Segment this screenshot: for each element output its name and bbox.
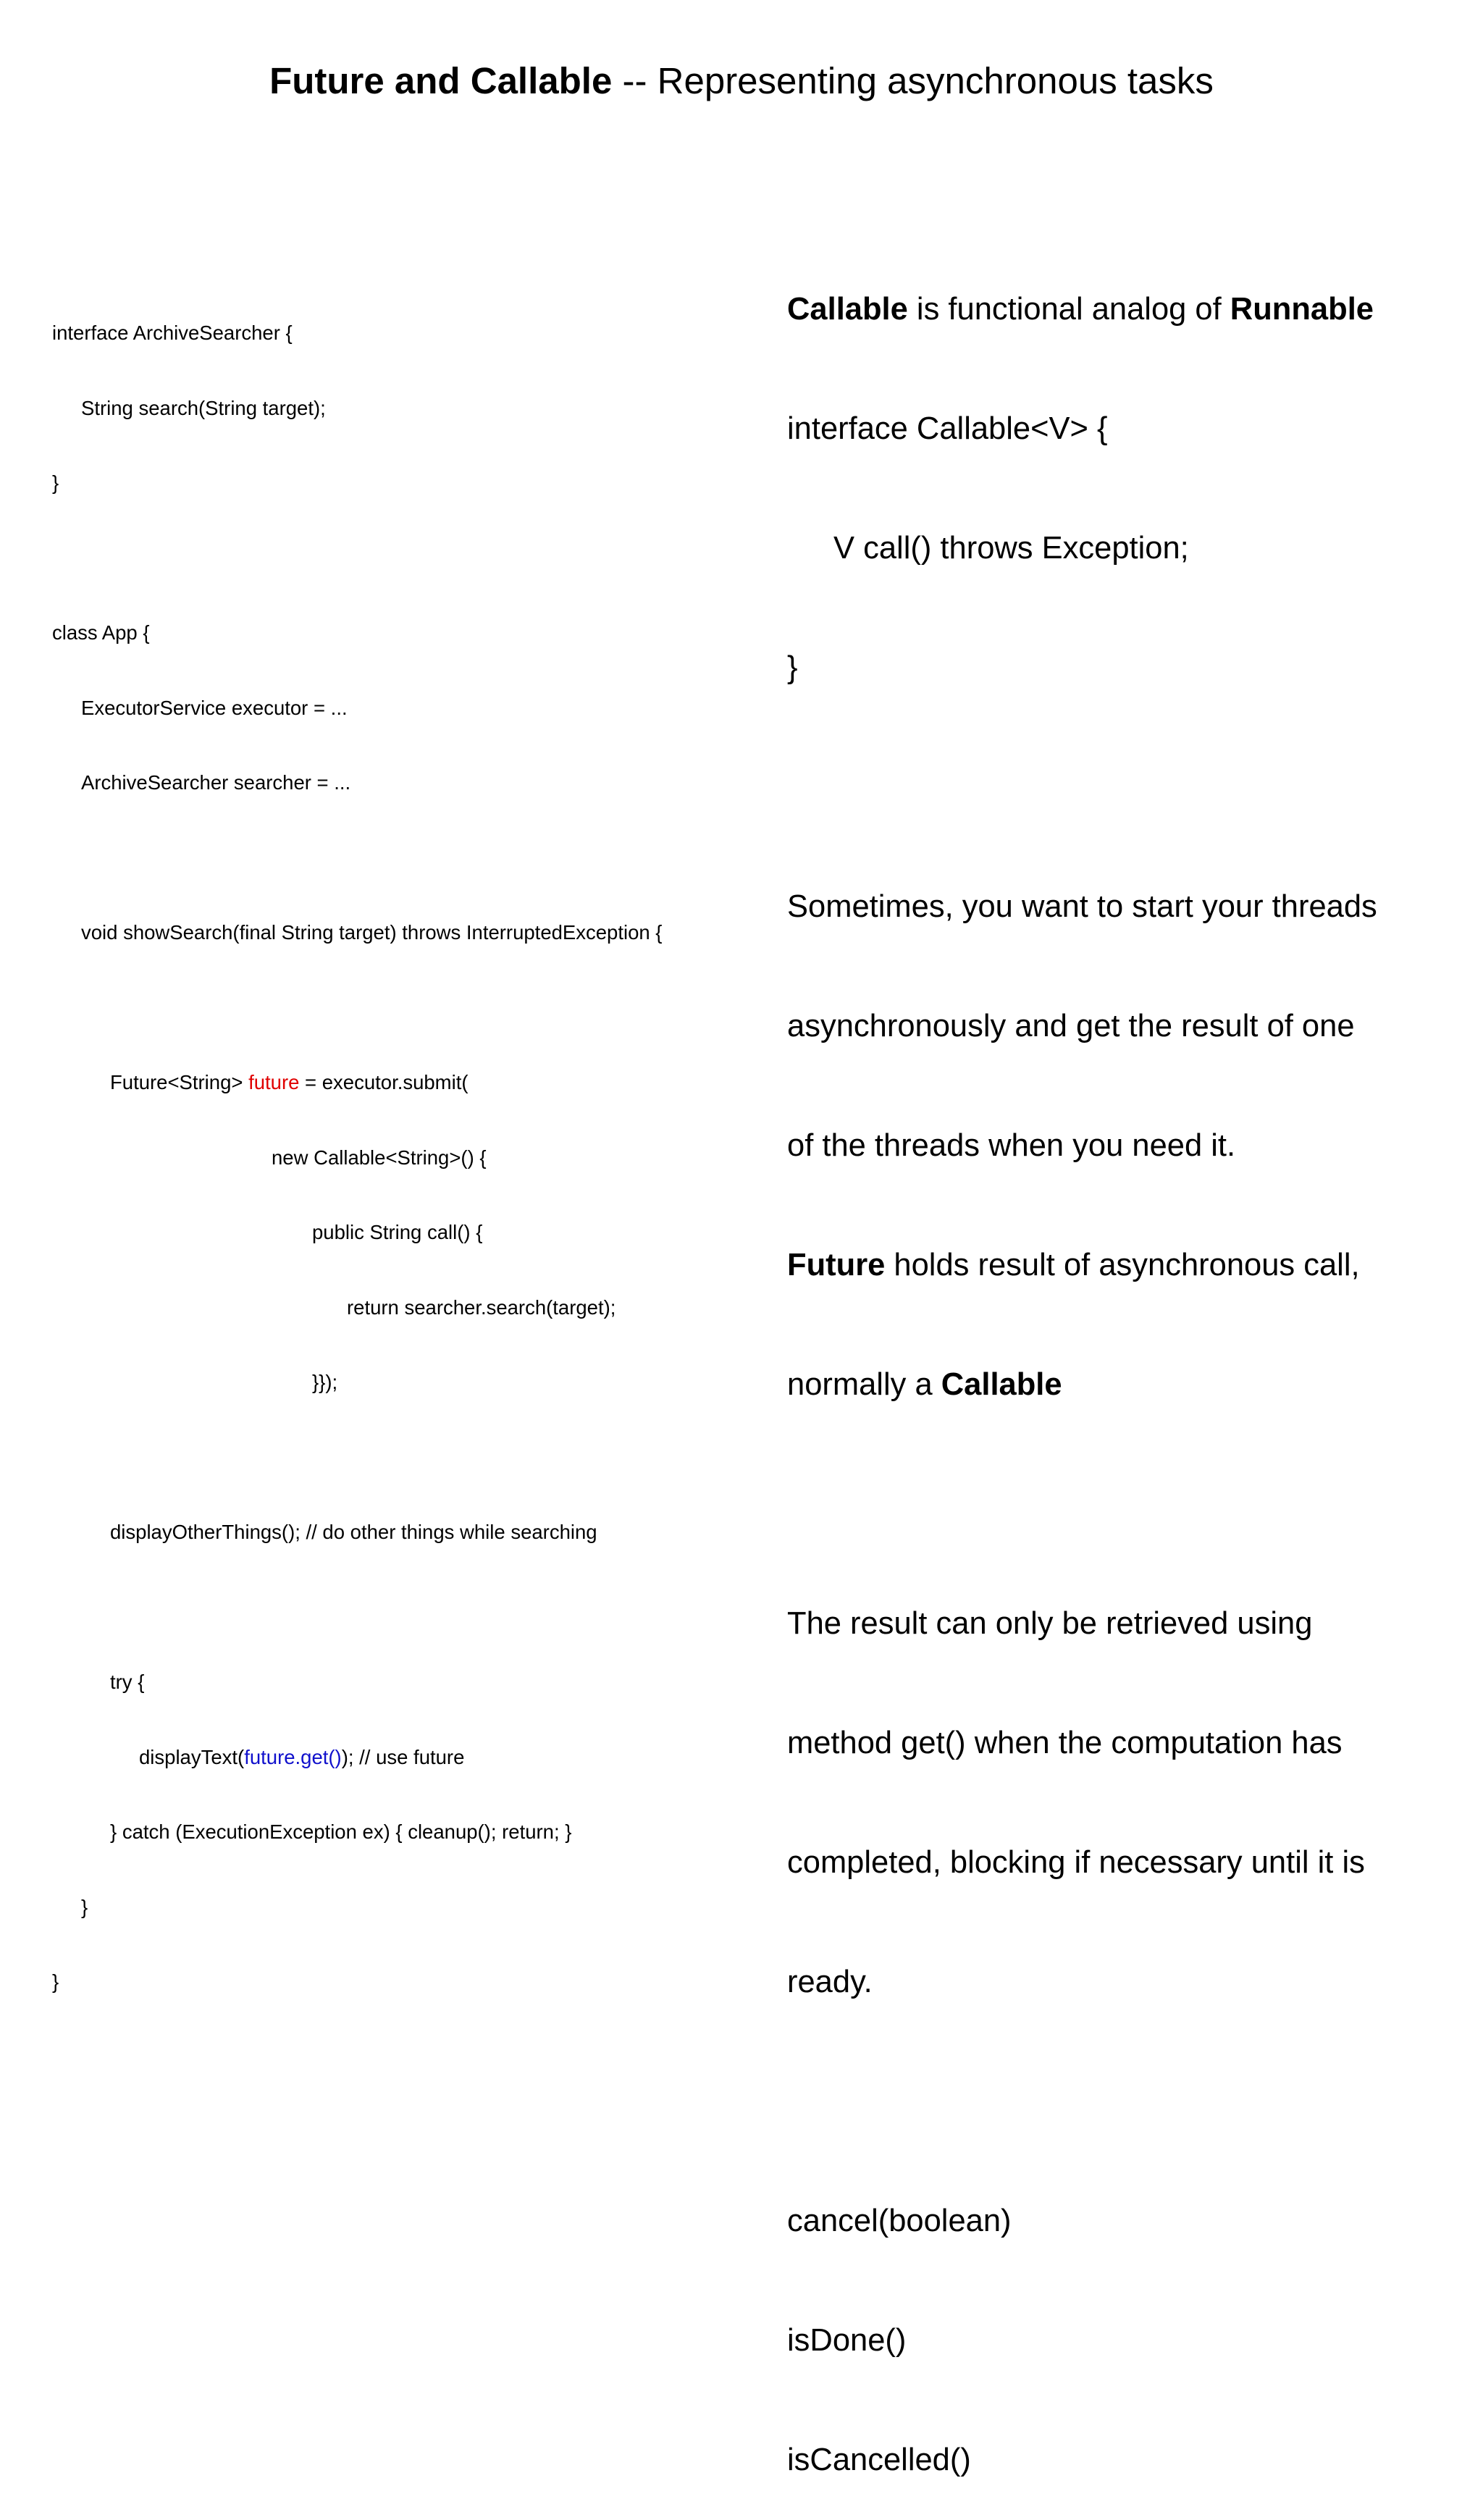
- method-line: [787, 2201, 1377, 2241]
- method-cancel: cancel(boolean): [787, 2204, 1012, 2238]
- slide-title: [0, 56, 1483, 106]
- code-line: [52, 1670, 663, 1695]
- code-line: [52, 321, 663, 346]
- slide-title-bold: Future and Callable: [269, 60, 613, 101]
- text: The result can only be retrieved using: [787, 1606, 1313, 1641]
- text-line-blank: [787, 1484, 1377, 1524]
- code-line: [52, 1070, 663, 1096]
- text: normally a: [787, 1367, 941, 1402]
- code-text: interface ArchiveSearcher {: [52, 322, 293, 344]
- text: is functional analog of: [907, 292, 1230, 327]
- code-text: }: [52, 471, 59, 494]
- text-bold: Future: [787, 1248, 886, 1282]
- code-text: ExecutorService executor = ...: [81, 696, 348, 719]
- text: V call() throws Exception;: [833, 531, 1189, 566]
- code-line: [52, 471, 663, 496]
- code-text: displayOtherThings(); // do other things while searching: [110, 1521, 597, 1543]
- text-line: [787, 1365, 1377, 1405]
- text-line: [787, 1604, 1377, 1644]
- text: asynchronously and get the result of one: [787, 1009, 1355, 1043]
- text-line: [787, 887, 1377, 927]
- explanation-block: [787, 210, 1377, 2520]
- code-text: public String call() {: [312, 1221, 483, 1243]
- code-line: [52, 770, 663, 796]
- text-line: [787, 529, 1377, 568]
- code-highlight-future-get: future.get(): [244, 1745, 342, 1768]
- text-bold: Callable: [787, 292, 908, 327]
- code-text: }: [52, 1970, 59, 1993]
- code-text: }});: [312, 1371, 338, 1393]
- text-line: [787, 1843, 1377, 1883]
- code-highlight-future: future: [248, 1071, 300, 1093]
- text-line-blank: [787, 2082, 1377, 2122]
- code-line-blank: [52, 546, 663, 571]
- code-line: [52, 1970, 663, 1995]
- code-text: void showSearch(final String target) throws InterruptedException {: [81, 921, 663, 944]
- code-text: new Callable<String>() {: [272, 1146, 487, 1169]
- code-text: }: [81, 1895, 88, 1918]
- code-text: = executor.submit(: [299, 1071, 469, 1093]
- code-line: [52, 1370, 663, 1395]
- text-line: [787, 1126, 1377, 1166]
- text: holds result of asynchronous call,: [885, 1248, 1360, 1282]
- method-isdone: isDone(): [787, 2323, 907, 2358]
- code-line-blank: [52, 846, 663, 871]
- code-text: ); // use future: [341, 1745, 465, 1768]
- code-line: [52, 1295, 663, 1321]
- text-line: [787, 1962, 1377, 2002]
- code-line: [52, 1146, 663, 1171]
- code-line: [52, 396, 663, 421]
- code-line: [52, 1520, 663, 1545]
- code-text: displayText(: [139, 1745, 245, 1768]
- text: ready.: [787, 1965, 873, 1999]
- code-line-blank: [52, 996, 663, 1021]
- text: }: [787, 650, 798, 685]
- text-line: [787, 409, 1377, 449]
- code-line: [52, 1220, 663, 1246]
- code-text: try {: [110, 1671, 145, 1693]
- text-line: [787, 1007, 1377, 1046]
- text-line-blank: [787, 768, 1377, 807]
- code-text: class App {: [52, 621, 150, 644]
- code-block: [52, 271, 663, 2020]
- code-text: return searcher.search(target);: [347, 1295, 616, 1319]
- code-line: [52, 696, 663, 721]
- text-line: [787, 1723, 1377, 1763]
- text-line: [787, 1246, 1377, 1285]
- text-bold: Runnable: [1230, 292, 1374, 327]
- method-line: [787, 2440, 1377, 2480]
- slide-title-rest: -- Representing asynchronous tasks: [612, 60, 1214, 101]
- code-text: String search(String target);: [81, 396, 326, 419]
- text: completed, blocking if necessary until it is: [787, 1845, 1365, 1880]
- text: Sometimes, you want to start your threads: [787, 889, 1377, 924]
- code-line-blank: [52, 1595, 663, 1621]
- text-line: [787, 290, 1377, 329]
- text-bold: Callable: [941, 1367, 1062, 1402]
- text-line: [787, 648, 1377, 688]
- code-line: [52, 1895, 663, 1920]
- code-line: [52, 1745, 663, 1771]
- code-text: } catch (ExecutionException ex) { cleanup(); return; }: [110, 1820, 572, 1843]
- code-text: Future<String>: [110, 1071, 249, 1093]
- code-line: [52, 1820, 663, 1845]
- code-text: ArchiveSearcher searcher = ...: [81, 771, 351, 794]
- code-line-blank: [52, 1445, 663, 1471]
- method-line: [787, 2321, 1377, 2361]
- text: method get() when the computation has: [787, 1726, 1343, 1760]
- code-line: [52, 920, 663, 946]
- method-iscancelled: isCancelled(): [787, 2443, 971, 2477]
- text: interface Callable<V> {: [787, 411, 1108, 446]
- text: of the threads when you need it.: [787, 1128, 1236, 1163]
- code-line: [52, 621, 663, 646]
